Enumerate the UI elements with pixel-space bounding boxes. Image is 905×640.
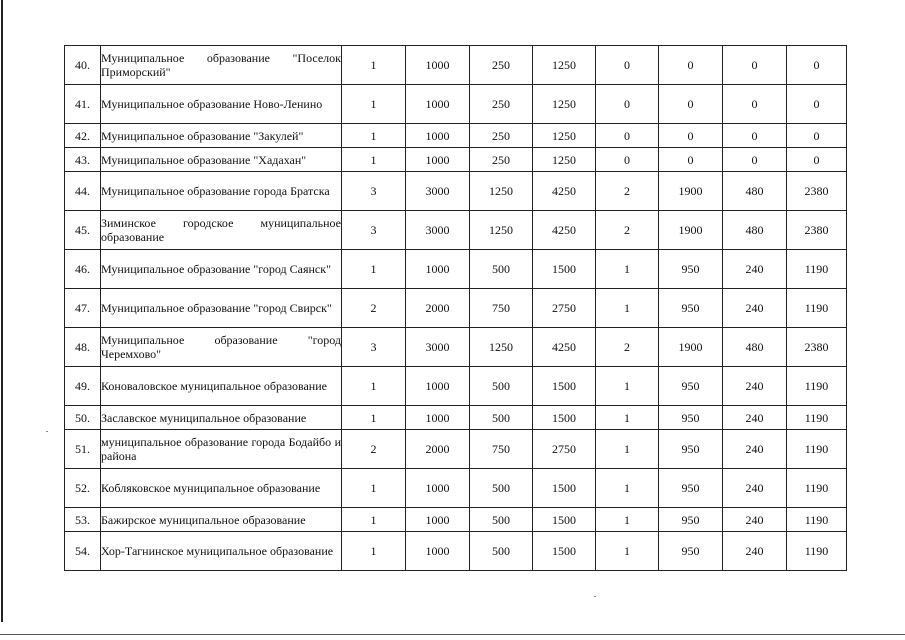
value-cell: 2750 xyxy=(533,289,596,328)
value-cell: 2 xyxy=(342,289,406,328)
value-cell: 4250 xyxy=(533,211,596,250)
row-number: 53. xyxy=(65,508,101,532)
value-cell: 1190 xyxy=(787,406,847,430)
value-cell: 950 xyxy=(659,406,723,430)
value-cell: 240 xyxy=(723,250,787,289)
value-cell: 1500 xyxy=(533,532,596,571)
value-cell: 0 xyxy=(596,124,659,148)
value-cell: 1 xyxy=(342,469,406,508)
value-cell: 250 xyxy=(470,148,533,172)
value-cell: 1 xyxy=(596,532,659,571)
row-number: 54. xyxy=(65,532,101,571)
row-number: 49. xyxy=(65,367,101,406)
value-cell: 0 xyxy=(723,46,787,85)
municipality-name: Муниципальное образование Ново-Ленино xyxy=(101,85,342,124)
municipality-name: Муниципальное образование "город Свирск" xyxy=(101,289,342,328)
table-row xyxy=(65,148,847,172)
row-number: 40. xyxy=(65,46,101,85)
row-number: 51. xyxy=(65,430,101,469)
value-cell: 0 xyxy=(659,85,723,124)
table-row xyxy=(65,406,847,430)
value-cell: 3 xyxy=(342,328,406,367)
row-number: 47. xyxy=(65,289,101,328)
value-cell: 1250 xyxy=(470,211,533,250)
value-cell: 1000 xyxy=(406,469,470,508)
value-cell: 950 xyxy=(659,469,723,508)
value-cell: 950 xyxy=(659,289,723,328)
table-row xyxy=(65,124,847,148)
value-cell: 2750 xyxy=(533,430,596,469)
value-cell: 500 xyxy=(470,250,533,289)
value-cell: 250 xyxy=(470,85,533,124)
value-cell: 500 xyxy=(470,406,533,430)
value-cell: 0 xyxy=(723,85,787,124)
value-cell: 1 xyxy=(596,367,659,406)
municipality-name: муниципальное образование города Бодайбо и района xyxy=(101,430,342,469)
value-cell: 1250 xyxy=(470,328,533,367)
value-cell: 4250 xyxy=(533,328,596,367)
municipality-name: Заславское муниципальное образование xyxy=(101,406,342,430)
value-cell: 1000 xyxy=(406,367,470,406)
value-cell: 1250 xyxy=(533,46,596,85)
value-cell: 1000 xyxy=(406,250,470,289)
value-cell: 1 xyxy=(596,430,659,469)
value-cell: 1190 xyxy=(787,250,847,289)
value-cell: 3 xyxy=(342,211,406,250)
value-cell: 3000 xyxy=(406,172,470,211)
value-cell: 1 xyxy=(342,367,406,406)
value-cell: 2380 xyxy=(787,172,847,211)
value-cell: 4250 xyxy=(533,172,596,211)
value-cell: 1500 xyxy=(533,508,596,532)
municipal-table xyxy=(64,45,847,571)
value-cell: 240 xyxy=(723,469,787,508)
value-cell: 0 xyxy=(787,46,847,85)
value-cell: 1500 xyxy=(533,250,596,289)
value-cell: 950 xyxy=(659,250,723,289)
value-cell: 1900 xyxy=(659,328,723,367)
row-number: 43. xyxy=(65,148,101,172)
value-cell: 1 xyxy=(596,469,659,508)
value-cell: 1 xyxy=(596,289,659,328)
value-cell: 1 xyxy=(342,85,406,124)
municipality-name: Кобляковское муниципальное образование xyxy=(101,469,342,508)
value-cell: 480 xyxy=(723,211,787,250)
value-cell: 500 xyxy=(470,367,533,406)
value-cell: 1190 xyxy=(787,469,847,508)
value-cell: 1500 xyxy=(533,469,596,508)
value-cell: 1 xyxy=(596,406,659,430)
value-cell: 950 xyxy=(659,508,723,532)
municipality-name: Муниципальное образование "город Черемхово" xyxy=(101,328,342,367)
value-cell: 950 xyxy=(659,532,723,571)
bottom-margin-rule xyxy=(0,634,905,635)
value-cell: 240 xyxy=(723,430,787,469)
value-cell: 1190 xyxy=(787,532,847,571)
row-number: 42. xyxy=(65,124,101,148)
row-number: 50. xyxy=(65,406,101,430)
value-cell: 0 xyxy=(723,124,787,148)
value-cell: 1 xyxy=(342,250,406,289)
value-cell: 1000 xyxy=(406,148,470,172)
value-cell: 240 xyxy=(723,508,787,532)
value-cell: 500 xyxy=(470,469,533,508)
row-number: 44. xyxy=(65,172,101,211)
municipality-name: Зиминское городское муниципальное образование xyxy=(101,211,342,250)
value-cell: 2 xyxy=(342,430,406,469)
value-cell: 240 xyxy=(723,532,787,571)
value-cell: 1190 xyxy=(787,430,847,469)
left-margin-rule xyxy=(1,0,3,622)
value-cell: 1500 xyxy=(533,406,596,430)
value-cell: 1 xyxy=(342,124,406,148)
value-cell: 950 xyxy=(659,430,723,469)
row-number: 48. xyxy=(65,328,101,367)
value-cell: 0 xyxy=(659,148,723,172)
value-cell: 3000 xyxy=(406,328,470,367)
value-cell: 1000 xyxy=(406,508,470,532)
value-cell: 0 xyxy=(787,85,847,124)
value-cell: 2 xyxy=(596,328,659,367)
value-cell: 1000 xyxy=(406,85,470,124)
value-cell: 1 xyxy=(342,148,406,172)
value-cell: 2380 xyxy=(787,328,847,367)
value-cell: 250 xyxy=(470,46,533,85)
table-row xyxy=(65,430,847,469)
municipality-name: Муниципальное образование "Закулей" xyxy=(101,124,342,148)
table-row xyxy=(65,532,847,571)
value-cell: 1190 xyxy=(787,289,847,328)
row-number: 45. xyxy=(65,211,101,250)
scan-speck xyxy=(594,596,596,597)
value-cell: 0 xyxy=(596,46,659,85)
value-cell: 0 xyxy=(659,124,723,148)
municipality-name: Бажирское муниципальное образование xyxy=(101,508,342,532)
value-cell: 1000 xyxy=(406,124,470,148)
value-cell: 500 xyxy=(470,532,533,571)
value-cell: 240 xyxy=(723,406,787,430)
value-cell: 3 xyxy=(342,172,406,211)
municipality-name: Муниципальное образование "Поселок Приморский" xyxy=(101,46,342,85)
value-cell: 750 xyxy=(470,430,533,469)
table-row xyxy=(65,289,847,328)
value-cell: 0 xyxy=(787,124,847,148)
value-cell: 0 xyxy=(787,148,847,172)
value-cell: 1000 xyxy=(406,406,470,430)
value-cell: 480 xyxy=(723,328,787,367)
value-cell: 500 xyxy=(470,508,533,532)
municipality-name: Коноваловское муниципальное образование xyxy=(101,367,342,406)
value-cell: 750 xyxy=(470,289,533,328)
value-cell: 240 xyxy=(723,289,787,328)
value-cell: 1190 xyxy=(787,508,847,532)
value-cell: 1 xyxy=(342,508,406,532)
value-cell: 1250 xyxy=(470,172,533,211)
value-cell: 1000 xyxy=(406,532,470,571)
value-cell: 2000 xyxy=(406,289,470,328)
value-cell: 250 xyxy=(470,124,533,148)
row-number: 52. xyxy=(65,469,101,508)
table-row xyxy=(65,328,847,367)
municipality-name: Муниципальное образование "Хадахан" xyxy=(101,148,342,172)
value-cell: 3000 xyxy=(406,211,470,250)
row-number: 41. xyxy=(65,85,101,124)
value-cell: 1 xyxy=(342,46,406,85)
value-cell: 1250 xyxy=(533,148,596,172)
value-cell: 1 xyxy=(596,250,659,289)
value-cell: 1 xyxy=(596,508,659,532)
value-cell: 240 xyxy=(723,367,787,406)
table-body xyxy=(65,46,847,571)
value-cell: 1250 xyxy=(533,85,596,124)
value-cell: 1 xyxy=(342,406,406,430)
municipality-name: Муниципальное образование "город Саянск" xyxy=(101,250,342,289)
value-cell: 1190 xyxy=(787,367,847,406)
table-row xyxy=(65,211,847,250)
table-row xyxy=(65,250,847,289)
value-cell: 0 xyxy=(596,85,659,124)
value-cell: 0 xyxy=(723,148,787,172)
value-cell: 1000 xyxy=(406,46,470,85)
municipality-name: Муниципальное образование города Братска xyxy=(101,172,342,211)
table-row xyxy=(65,367,847,406)
table-row xyxy=(65,46,847,85)
scan-speck xyxy=(46,431,48,432)
table-row xyxy=(65,508,847,532)
value-cell: 0 xyxy=(596,148,659,172)
municipality-name: Хор-Тагнинское муниципальное образование xyxy=(101,532,342,571)
value-cell: 1900 xyxy=(659,211,723,250)
table-row xyxy=(65,85,847,124)
value-cell: 1500 xyxy=(533,367,596,406)
value-cell: 2 xyxy=(596,211,659,250)
value-cell: 2000 xyxy=(406,430,470,469)
value-cell: 2380 xyxy=(787,211,847,250)
value-cell: 1900 xyxy=(659,172,723,211)
row-number: 46. xyxy=(65,250,101,289)
value-cell: 1250 xyxy=(533,124,596,148)
table-row xyxy=(65,469,847,508)
value-cell: 0 xyxy=(659,46,723,85)
table-row xyxy=(65,172,847,211)
value-cell: 1 xyxy=(342,532,406,571)
value-cell: 950 xyxy=(659,367,723,406)
value-cell: 2 xyxy=(596,172,659,211)
value-cell: 480 xyxy=(723,172,787,211)
